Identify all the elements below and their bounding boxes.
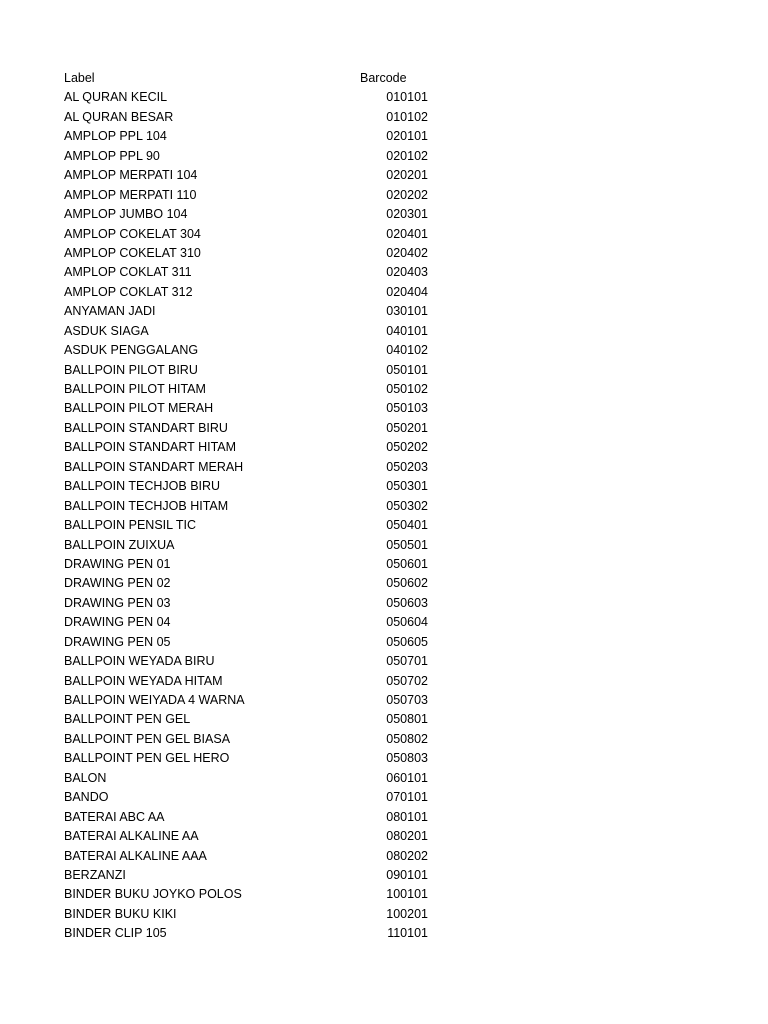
table-row (64, 710, 444, 729)
table-row (64, 574, 444, 593)
item-label: DRAWING PEN 01 (64, 556, 171, 571)
item-barcode: 020101 (386, 129, 428, 144)
item-barcode: 040101 (386, 323, 428, 338)
table-row (64, 302, 444, 321)
item-barcode: 020402 (386, 245, 428, 260)
item-label: ASDUK SIAGA (64, 323, 149, 338)
table-row (64, 380, 444, 399)
table-row (64, 847, 444, 866)
item-label: BALLPOIN TECHJOB HITAM (64, 498, 229, 513)
table-row (64, 516, 444, 535)
item-label: AMPLOP PPL 104 (64, 129, 167, 144)
table-row (64, 808, 444, 827)
item-label: AL QURAN BESAR (64, 109, 174, 124)
table-header (64, 69, 444, 88)
item-label: BALON (64, 770, 107, 785)
item-barcode: 020102 (386, 148, 428, 163)
item-label: ASDUK PENGGALANG (64, 343, 199, 358)
item-label: AMPLOP COKELAT 310 (64, 245, 201, 260)
item-label: BERZANZI (64, 867, 126, 882)
table-row (64, 186, 444, 205)
item-label: BALLPOIN WEYADA HITAM (64, 673, 223, 688)
table-row (64, 672, 444, 691)
item-label: BALLPOIN PILOT BIRU (64, 362, 198, 377)
table-row (64, 749, 444, 768)
table-row (64, 477, 444, 496)
item-barcode: 050101 (386, 362, 428, 377)
table-row (64, 341, 444, 360)
item-label: AMPLOP JUMBO 104 (64, 207, 188, 222)
item-barcode: 030101 (386, 304, 428, 319)
item-barcode: 100201 (386, 906, 428, 921)
item-label: BALLPOIN PILOT MERAH (64, 401, 214, 416)
item-label: AMPLOP COKLAT 311 (64, 265, 192, 280)
item-barcode: 050501 (386, 537, 428, 552)
item-label: BINDER CLIP 105 (64, 926, 167, 941)
item-label: BALLPOIN PENSIL TIC (64, 518, 196, 533)
item-label: AMPLOP MERPATI 110 (64, 187, 197, 202)
table-row (64, 905, 444, 924)
barcode-table (64, 69, 444, 944)
item-barcode: 070101 (386, 790, 428, 805)
item-label: BALLPOIN ZUIXUA (64, 537, 175, 552)
table-row (64, 458, 444, 477)
table-row (64, 438, 444, 457)
item-barcode: 050604 (386, 615, 428, 630)
item-barcode: 050401 (386, 518, 428, 533)
item-label: BANDO (64, 790, 109, 805)
item-label: BATERAI ALKALINE AAA (64, 848, 207, 863)
table-row (64, 419, 444, 438)
table-row (64, 147, 444, 166)
item-label: BALLPOIN WEYADA BIRU (64, 654, 215, 669)
item-barcode: 050702 (386, 673, 428, 688)
item-label: DRAWING PEN 04 (64, 615, 171, 630)
table-row (64, 594, 444, 613)
item-label: BATERAI ABC AA (64, 809, 165, 824)
item-barcode: 090101 (386, 867, 428, 882)
item-barcode: 010102 (386, 109, 428, 124)
table-row (64, 613, 444, 632)
item-label: AMPLOP COKELAT 304 (64, 226, 201, 241)
item-label: DRAWING PEN 03 (64, 595, 171, 610)
table-row (64, 730, 444, 749)
item-label: BINDER BUKU KIKI (64, 906, 177, 921)
table-row (64, 633, 444, 652)
table-row (64, 497, 444, 516)
item-barcode: 050601 (386, 556, 428, 571)
item-label: AL QURAN KECIL (64, 90, 168, 105)
item-label: DRAWING PEN 02 (64, 576, 171, 591)
table-row (64, 361, 444, 380)
table-row (64, 205, 444, 224)
table-body (64, 88, 444, 943)
item-label: BALLPOINT PEN GEL (64, 712, 191, 727)
table-row (64, 127, 444, 146)
item-barcode: 080202 (386, 848, 428, 863)
table-row (64, 866, 444, 885)
table-row (64, 691, 444, 710)
table-row (64, 244, 444, 263)
column-header-label: Label (64, 71, 95, 85)
item-barcode: 050605 (386, 634, 428, 649)
item-barcode: 100101 (386, 887, 428, 902)
item-barcode: 050802 (386, 731, 428, 746)
table-row (64, 322, 444, 341)
table-row (64, 769, 444, 788)
item-label: BALLPOIN STANDART MERAH (64, 459, 244, 474)
table-row (64, 166, 444, 185)
item-barcode: 050801 (386, 712, 428, 727)
table-row (64, 885, 444, 904)
item-barcode: 050301 (386, 479, 428, 494)
item-label: BALLPOIN WEIYADA 4 WARNA (64, 693, 245, 707)
table-row (64, 263, 444, 282)
item-barcode: 080101 (386, 809, 428, 824)
item-barcode: 050201 (386, 420, 428, 435)
item-barcode: 050703 (386, 693, 428, 707)
item-barcode: 020403 (386, 265, 428, 280)
item-barcode: 050803 (386, 751, 428, 766)
column-header-barcode: Barcode (360, 71, 407, 85)
item-barcode: 050602 (386, 576, 428, 591)
item-label: AMPLOP PPL 90 (64, 148, 160, 163)
item-barcode: 050701 (386, 654, 428, 669)
table-row (64, 924, 444, 943)
table-row (64, 536, 444, 555)
item-barcode: 020404 (386, 284, 428, 299)
item-label: BINDER BUKU JOYKO POLOS (64, 887, 242, 902)
item-barcode: 020201 (386, 168, 428, 183)
item-label: BALLPOINT PEN GEL BIASA (64, 731, 231, 746)
item-barcode: 060101 (386, 770, 428, 785)
item-barcode: 050302 (386, 498, 428, 513)
item-barcode: 020301 (386, 207, 428, 222)
table-row (64, 788, 444, 807)
table-row (64, 399, 444, 418)
table-row (64, 225, 444, 244)
item-barcode: 050603 (386, 595, 428, 610)
item-barcode: 110101 (387, 926, 428, 941)
item-label: BALLPOIN PILOT HITAM (64, 382, 206, 396)
item-barcode: 050102 (386, 382, 428, 396)
item-label: AMPLOP MERPATI 104 (64, 168, 198, 183)
item-barcode: 020202 (386, 187, 428, 202)
table-row (64, 88, 444, 107)
item-barcode: 050203 (386, 459, 428, 474)
table-row (64, 555, 444, 574)
item-label: DRAWING PEN 05 (64, 634, 171, 649)
item-barcode: 080201 (386, 829, 428, 844)
table-row (64, 652, 444, 671)
item-label: AMPLOP COKLAT 312 (64, 284, 193, 299)
item-barcode: 020401 (386, 226, 428, 241)
item-barcode: 050103 (386, 401, 428, 416)
item-barcode: 050202 (386, 440, 428, 455)
table-row (64, 283, 444, 302)
table-row (64, 108, 444, 127)
item-label: ANYAMAN JADI (64, 304, 156, 319)
item-label: BATERAI ALKALINE AA (64, 829, 199, 844)
item-barcode: 040102 (386, 343, 428, 358)
item-barcode: 010101 (386, 90, 428, 105)
item-label: BALLPOIN STANDART BIRU (64, 420, 228, 435)
item-label: BALLPOINT PEN GEL HERO (64, 751, 230, 766)
table-row (64, 827, 444, 846)
item-label: BALLPOIN TECHJOB BIRU (64, 479, 221, 494)
item-label: BALLPOIN STANDART HITAM (64, 440, 237, 455)
